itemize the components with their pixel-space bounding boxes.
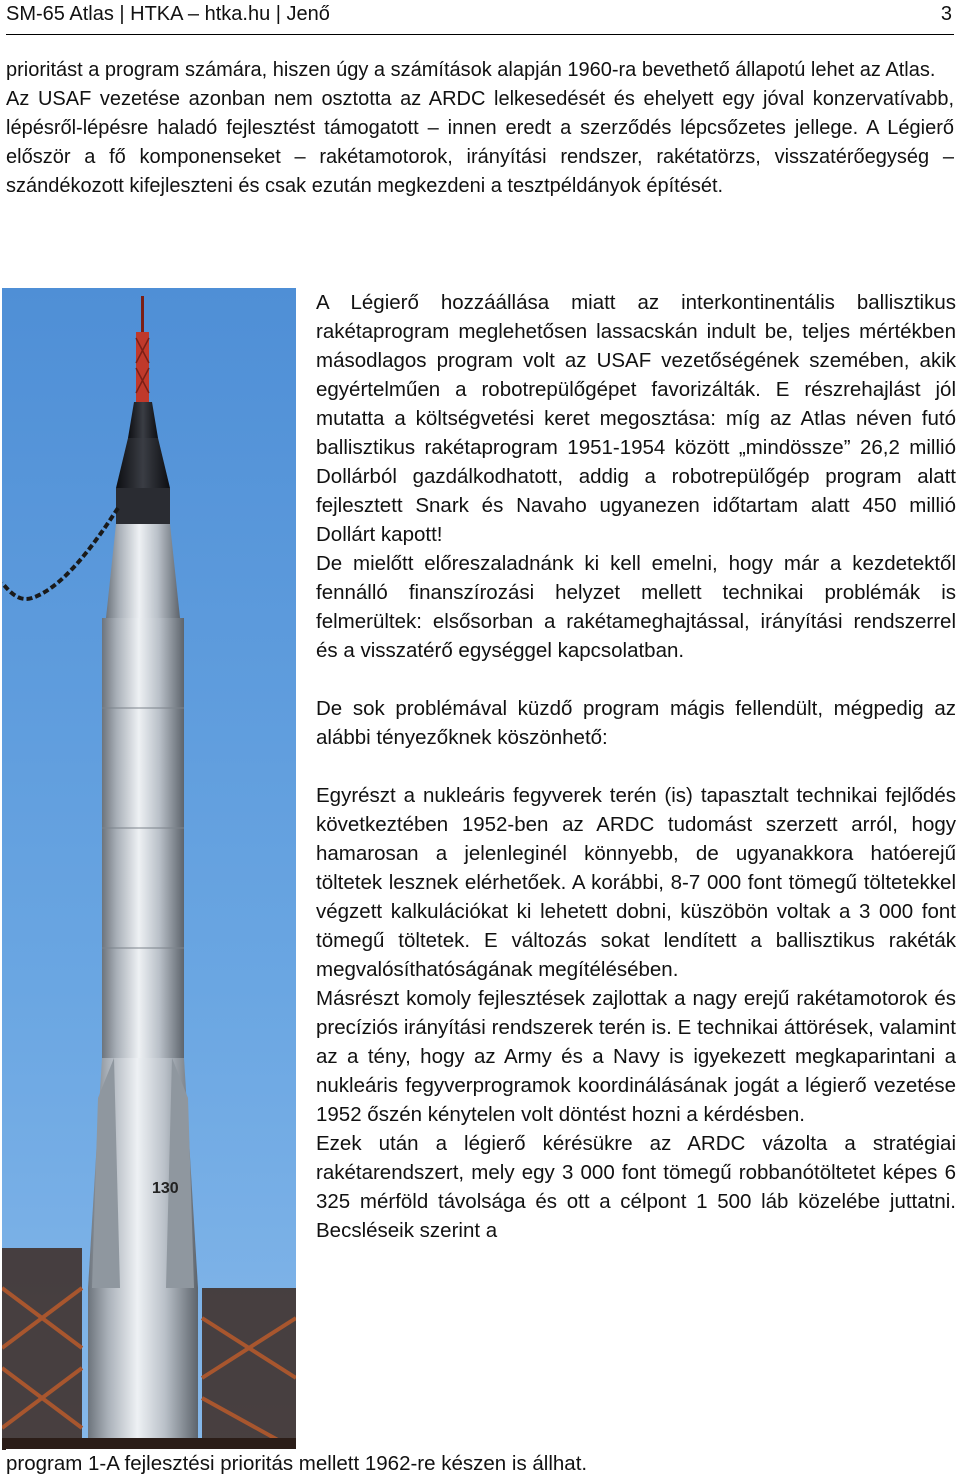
paragraph: Ezek után a légierő kérésükre az ARDC vázolta a stratégiai rakétarendszert, mely egy 3 000 font tömegű robbanótöltetet képes 6 325 mérföld távolsága és ott a célpont 1 500 láb közelébe juttatni. Becsléseik szerint a: [316, 1132, 956, 1242]
page-number: 3: [940, 3, 952, 25]
paragraph: De sok problémával küzdő program mágis fellendült, mégpedig az alábbi tényezőknek köszönhető:: [316, 697, 956, 749]
paragraph: Az USAF vezetése azonban nem osztotta az ARDC lelkesedését és ehelyett egy jóval konzervatívabb, lépésről-lépésre haladó fejlesztést támogatott – innen eredt a szerződés lépcsőzetes jellege. A Légierő először a fő komponenseket – rakétamotorok, irányítási rendszer, rakétatörzs, visszatérőegység – szándékozott kifejleszteni és csak ezután megkezdeni a tesztpéldányok építését.: [6, 88, 954, 197]
rocket-marking: 130: [152, 1180, 179, 1197]
paragraph: A Légierő hozzáállása miatt az interkontinentális ballisztikus rakétaprogram meglehetősen lassacskán indult be, teljes mértékben másodlagos program volt az USAF vezetőségének szemében, akik egyértelműen a robotrepülőgépet favorizálták. E részrehajlást jól mutatta a költségvetési keret megosztása: míg az Atlas néven futó ballisztikus rakétaprogram 1951-1954 között „mindössze” 26,2 millió Dollárból gazdálkodhatott, addig a robotrepülőgép program alatt fejlesztett Snark és Navaho ugyanezen időtartam alatt 450 millió Dollárt kapott!: [316, 291, 956, 546]
document-title: SM-65 Atlas | HTKA – htka.hu | Jenő: [6, 3, 330, 25]
paragraph-continuation: program 1-A fejlesztési prioritás mellett 1962-re készen is állhat.: [6, 1449, 587, 1478]
page-header: [6, 0, 954, 35]
atlas-rocket-photo: [2, 288, 296, 1450]
spacer: [316, 752, 956, 781]
rocket-illustration: [2, 288, 296, 1450]
main-text-column: [316, 288, 956, 1245]
spacer: [316, 665, 956, 694]
paragraph: prioritást a program számára, hiszen úgy a számítások alapján 1960-ra bevethető állapotú lehet az Atlas.: [6, 59, 936, 81]
paragraph: Másrészt komoly fejlesztések zajlottak a nagy erejű rakétamotorok és precíziós irányítási rendszerek terén is. E technikai áttörések, valamint az a tény, hogy az Army és a Navy is igyekezett megkaparintani a nukleáris fegyverprogramok koordinálásának jogát a légierő vezetése 1952 őszén kénytelen volt döntést hozni a kérdésben.: [316, 987, 956, 1126]
paragraph: Egyrészt a nukleáris fegyverek terén (is) tapasztalt technikai fejlődés következtében 1952-ben az ARDC tudomást szerzett arról, hogy hamarosan a jelenleginél könnyebb, de ugyanakkora hatóerejű töltetek lesznek elérhetőek. A korábbi, 8-7 000 font tömegű töltetekkel végzett kalkulációkat ki lehetett dobni, küszöbön voltak a 3 000 font tömegű töltetek. E változás sokat lendített a ballisztikus rakéták megvalósíthatóságának megítélésében.: [316, 784, 956, 981]
paragraph: De mielőtt előreszaladnánk ki kell emelni, hogy már a kezdetektől fennálló finanszírozási helyzet mellett technikai problémák is felmerültek: elsősorban a rakétameghajtással, irányítási rendszerrel és a visszatérő egységgel kapcsolatban.: [316, 552, 956, 662]
intro-text-block: [6, 56, 954, 201]
